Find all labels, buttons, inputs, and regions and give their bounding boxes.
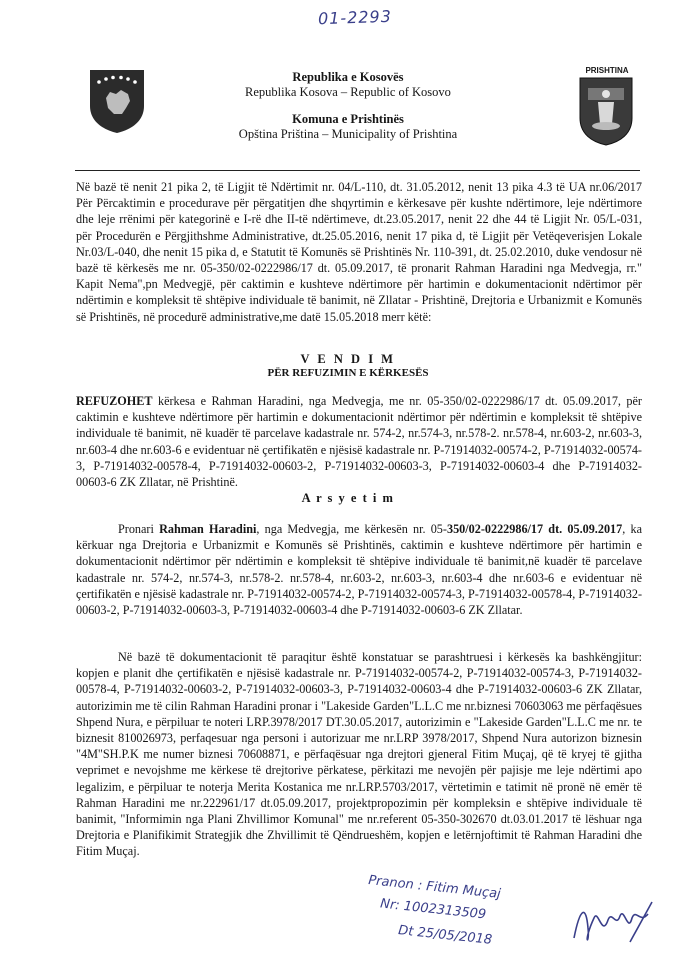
reasoning-p1-start: Pronari	[118, 522, 160, 536]
owner-name: Rahman Haradini	[159, 522, 257, 536]
decision-lead-word: REFUZOHET	[76, 394, 153, 408]
header-republic: Republika e Kosovës	[292, 70, 404, 84]
reasoning-paragraph-1	[76, 521, 642, 618]
decision-body: kërkesa e Rahman Haradini, nga Medvegja, me nr. 05-350/02-0222986/17 dt. 05.09.2017, për caktimin e kushteve ndërtimore për hartimin e dokumentacionit ndërtimor për ndërtimin e kompleksit të shtëpive individuale të banimit, në kuadër të parcelave kadastrale nr. 574-2, nr.574-3, nr.578-2. nr.578-4, nr.603-2, nr.603-3, nr.603-4 dhe nr.603-6 e evidentuar në çertifikatën e njësisë kadastrale nr. P-71914032-00574-2, P-71914032-00574-3, P-71914032-00578-4, P-71914032-00603-2, P-71914032-00603-3, P-71914032-00603-4 dhe P-71914032-00603-6 ZK Zllatar, në Prishtinë.	[76, 394, 642, 490]
request-reference: 350/02-0222986/17 dt. 05.09.2017	[446, 522, 623, 536]
reasoning-p1-end: , ka kërkuar nga Drejtoria e Urbanizmit e Komunës së Prishtinës, caktimin e kushteve ndërtimore për hartimin e dokumentacionit ndërtimor për ndërtimin e kompleksit të shtëpive individuale të banimit,në kuadër të parcelave kadastrale nr. 574-2, nr.574-3, nr.578-2. nr.578-4, nr.603-2, nr.603-3, nr.603-4 dhe nr.603-6 e evidentuar në çertifikatën e njësisë kadastrale nr. P-71914032-00574-2, P-71914032-00574-3, P-71914032-00578-4, P-71914032-00603-2, P-71914032-00603-3, P-71914032-00603-4 dhe P-71914032-00603-6 ZK Zllatar.	[76, 522, 642, 618]
handwritten-protocol-number: 01-2293	[317, 6, 393, 29]
receipt-date: Dt 25/05/2018	[397, 923, 493, 948]
intro-paragraph: Në bazë të nenit 21 pika 2, të Ligjit të Ndërtimit nr. 04/L-110, dt. 31.05.2012, nenit 13 pika 4.3 të UA nr.06/2017 Për Përcaktimin e procedurave për përgatitjen dhe shqyrtimin e kërkesave për kushte ndërtimore, leje ndërtimore dhe leje rrënimi për kategorinë e I-rë dhe II-të ndërtimeve, dt.23.05.2017, nenit 22 dhe 44 të Ligjit Nr. 05/L-031, për Procedurën e Përgjithshme Administrative, dt.25.05.2016, nenit 17 pika d, të Ligjit për Vetëqeverisjen Lokale Nr.03/L-040, dhe nenit 15 pika d, e Statutit të Komunës së Prishtinës Nr. 110-391, dt. 25.02.2010, duke vendosur në bazë të kërkesës me nr. 05-350/02-0222986/17 dt. 05.09.2017, të pronarit Rahman Haradini nga Medvegja, rr." Kapit Nema",pn Medvegjë, për caktimin e kushteve ndërtimore për hartimin e dokumentacionit ndërtimor për ndërtimin e kompleksit të shtëpive individuale të banimit, në Zllatar - Prishtinë, Drejtoria e Urbanizmit e Komunës së Prishtinës, në procedurë administrative,me datë 15.05.2018 merr këtë:	[76, 180, 642, 324]
receipt-recipient: Pranon : Fitim Muçaj	[367, 873, 502, 902]
reasoning-paragraph-2: Në bazë të dokumentacionit të paraqitur është konstatuar se parashtruesi i kërkesës ka bashkëngjitur: kopjen e planit dhe çertifikatën e njësisë kadastrale nr. P-71914032-00574-2, P-71914032-00574-3, P-71914032-00578-4, P-71914032-00603-2, P-71914032-00603-3, P-71914032-00603-4 dhe P-71914032-00603-6 ZK Zllatar, autorizimin me të cilin Rahman Haradini pronar i "Lakeside Garden"L.L.C me nr.biznesi 70603063 me përfaqësues Shpend Nura, e përpiluar te noteri LRP.3978/2017 DT.30.05.2017, autorizimin e "Lakeside Garden"L.L.C me nr. te biznesit 810026973, perfaqesuar nga personi i autorizuar me nr.LRP 3978/2017, Shpend Nura autorizon biznesin "4M"SH.P.K me numer biznesi 70608871, e përfaqësuar nga drejtori gjeneral Fitim Muçaj, që të kryej të gjitha veprimet e nevojshme me kërkese të drejtorive përkatese, përkitazi me nevojën për pajisje me leje ndërtimi apo legalizim, e përpiluar te noterja Merita Kostanica me nr.LRP.5703/2017, vërtetimin e tatimit në pronë në emër të Rahman Haradini me nr.222961/17 dt.05.09.2017, projektpropozimin për kompleksin e shtëpive individuale të banimit, "Informimin nga Plani Zhvillimor Komunal" me nr.referent 05-350-302670 dt.03.01.2017 të lëshuar nga Drejtoria e Planifikimit Strategjik dhe Zhvillimit të Qëndrueshëm, kopjen e letërnjoftimit të Rahman Haradini dhe Fitim Muçaj.	[76, 650, 642, 859]
header-municipality: Komuna e Prishtinës	[292, 112, 404, 126]
header	[0, 70, 696, 142]
prishtina-emblem-label: PRISHTINA	[585, 66, 629, 75]
reasoning-title: A r s y e t i m	[301, 491, 395, 505]
header-republic-translations: Republika Kosova – Republic of Kosovo	[245, 85, 451, 99]
signature-icon	[568, 898, 658, 950]
decision-subtitle: PËR REFUZIMIN E KËRKESËS	[267, 367, 429, 379]
header-municipality-translations: Opština Priština – Municipality of Prishtina	[238, 127, 458, 141]
receipt-handwriting	[367, 873, 668, 960]
reasoning-p1-mid: , nga Medvegja, me kërkesën nr. 05-	[256, 522, 447, 536]
decision-paragraph	[76, 393, 642, 490]
decision-title: V E N D I M	[300, 352, 396, 366]
header-divider	[75, 170, 640, 171]
receipt-number: Nr: 1002313509	[379, 896, 487, 923]
